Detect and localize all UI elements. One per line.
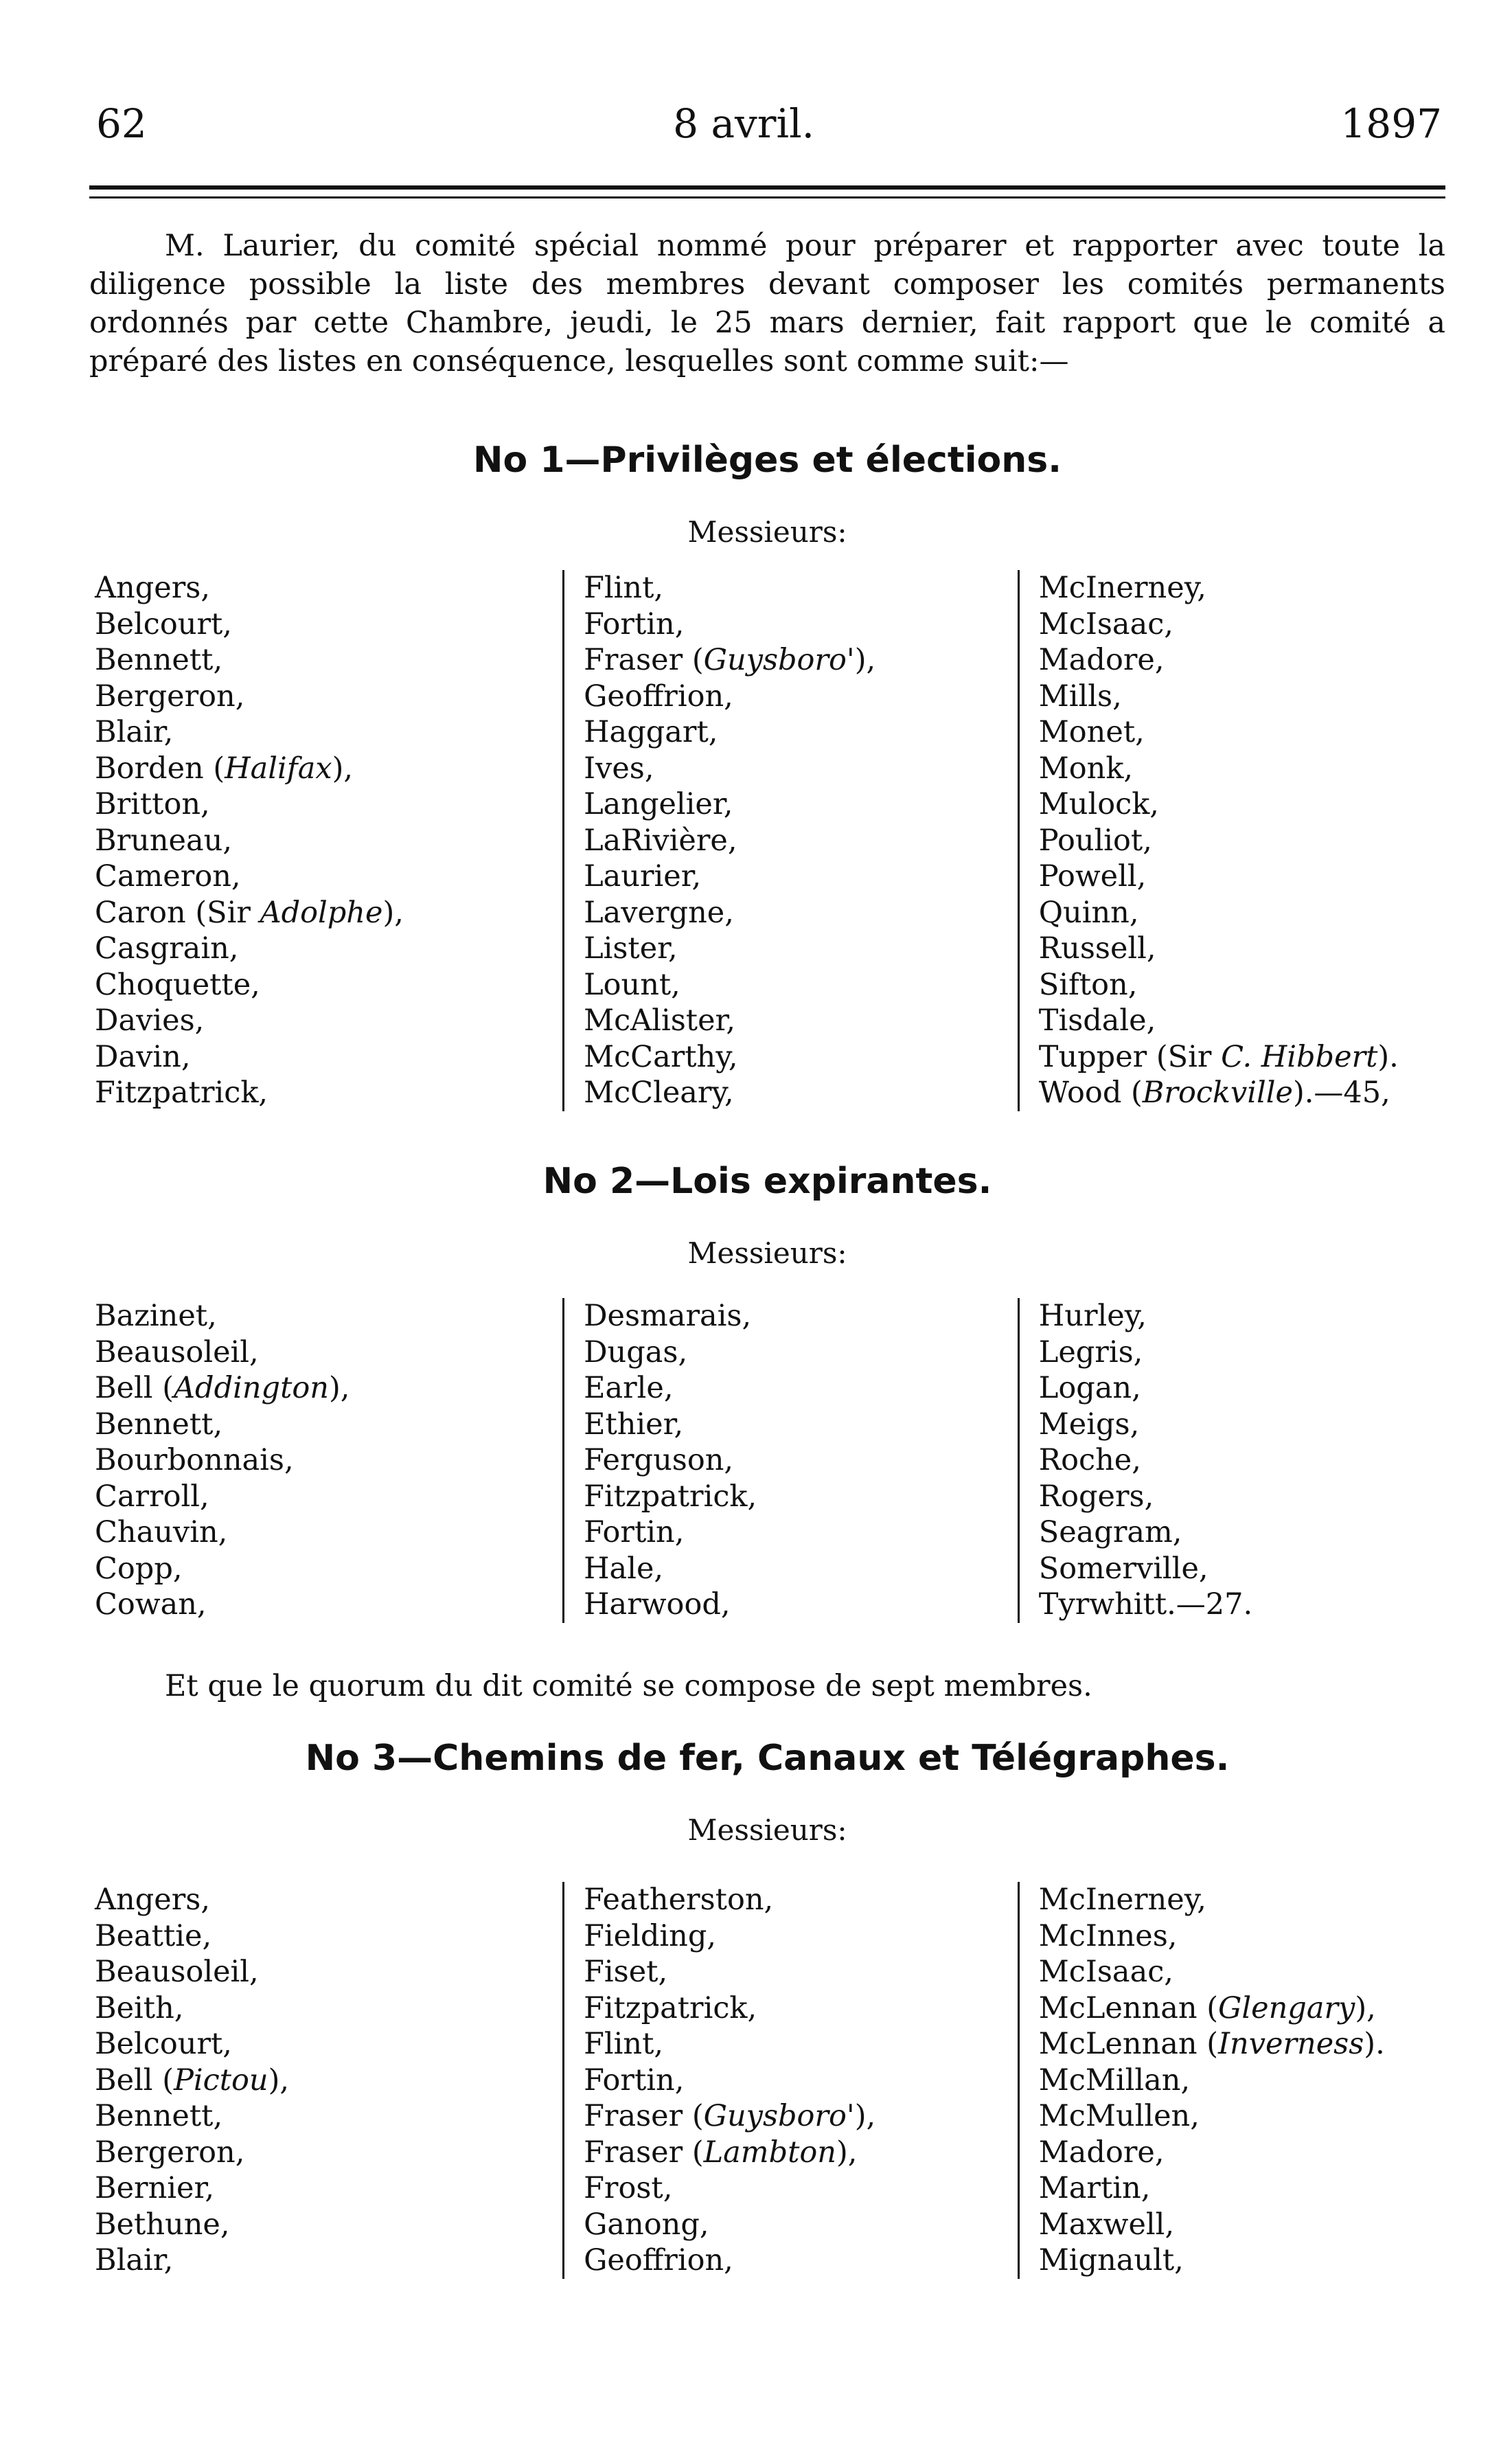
section-1-subtitle: Messieurs: [687, 515, 847, 549]
member-column [1018, 570, 1445, 1111]
member-name: Meigs, [1038, 1407, 1140, 1442]
member-name: Fitzpatrick, [584, 1479, 757, 1514]
thick-rule [89, 185, 1445, 190]
member-name: Caron (Sir Adolphe), [95, 895, 404, 930]
member-name: Russell, [1038, 931, 1156, 966]
member-name: McLennan (Glengary), [1038, 1990, 1376, 2025]
member-name: McLennan (Inverness). [1038, 2027, 1385, 2061]
section-1-title: No 1—Privilèges et élections. [472, 440, 1062, 481]
member-name: Fielding, [584, 1918, 717, 1953]
member-name: Angers, [95, 1883, 211, 1917]
member-name: Mills, [1038, 679, 1122, 714]
member-name: Blair, [95, 2243, 174, 2277]
member-name: Bell (Addington), [95, 1371, 350, 1405]
member-name: Somerville, [1038, 1551, 1209, 1586]
member-name: Bruneau, [95, 823, 232, 858]
member-name: Langelier, [584, 787, 733, 821]
member-name: Beausoleil, [95, 1334, 259, 1370]
member-name: Laurier, [584, 859, 702, 894]
member-column [562, 570, 1018, 1111]
member-name: Choquette, [95, 967, 260, 1002]
member-name: Bergeron, [95, 679, 245, 714]
member-column [562, 1882, 1018, 2279]
member-name: Chauvin, [95, 1515, 228, 1549]
member-name: Rogers, [1038, 1479, 1154, 1514]
member-name: Harwood, [584, 1587, 731, 1622]
member-name: Monk, [1038, 751, 1134, 786]
member-name: Britton, [95, 787, 210, 821]
member-name: Sifton, [1038, 967, 1138, 1002]
member-name: Geoffrion, [584, 2243, 733, 2277]
member-name: Bennett, [95, 643, 223, 677]
intro-text: M. Laurier, du comité spécial nommé pour préparer et rapporter avec toute la diligence possible la liste des membres devant composer les comités permanents ordonnés par cette Chambre, jeudi, le 25 mars dernier, fait rapport que le comité a préparé des listes en conséquence, lesquelles sont comme suit:— [89, 229, 1445, 378]
member-name: Fortin, [584, 2063, 685, 2098]
section-3-members [89, 1882, 1445, 2279]
member-name: Blair, [95, 715, 174, 749]
member-column [89, 570, 562, 1111]
member-name: Beattie, [95, 1918, 212, 1953]
member-name: Fiset, [584, 1955, 668, 1989]
member-name: McIsaac, [1038, 1955, 1173, 1989]
member-name: Angers, [95, 571, 211, 605]
member-name: McMullen, [1038, 2099, 1200, 2133]
member-name: Madore, [1038, 2135, 1165, 2170]
member-name: Legris, [1038, 1334, 1143, 1370]
member-name: Madore, [1038, 643, 1165, 677]
member-name: Flint, [584, 571, 664, 605]
member-name: Seagram, [1038, 1515, 1182, 1549]
member-name: Fortin, [584, 606, 685, 641]
member-name: Lister, [584, 931, 678, 966]
member-name: Bazinet, [95, 1299, 217, 1333]
member-name: Casgrain, [95, 931, 239, 966]
member-name: Lavergne, [584, 895, 734, 930]
member-name: Mignault, [1038, 2243, 1184, 2277]
member-name: Beith, [95, 1990, 184, 2025]
thin-rule [89, 196, 1445, 198]
member-name: Logan, [1038, 1371, 1141, 1405]
member-name: Tupper (Sir C. Hibbert). [1038, 1039, 1399, 1074]
member-column [1018, 1882, 1445, 2279]
member-name: Dugas, [584, 1334, 688, 1370]
member-name: McInnes, [1038, 1918, 1178, 1953]
header-rule [89, 185, 1445, 198]
section-2-subtitle: Messieurs: [687, 1236, 847, 1270]
member-name: Fortin, [584, 1515, 685, 1549]
member-name: Bergeron, [95, 2135, 245, 2170]
header-year: 1897 [1340, 100, 1442, 147]
member-name: McInerney, [1038, 571, 1206, 605]
section-1-members [89, 570, 1445, 1111]
member-name: Bennett, [95, 1407, 223, 1442]
member-name: Earle, [584, 1371, 674, 1405]
member-name: Bell (Pictou), [95, 2063, 290, 2098]
member-name: McIsaac, [1038, 606, 1173, 641]
quorum-note: Et que le quorum du dit comité se compose de sept membres. [165, 1669, 1092, 1703]
member-name: Borden (Halifax), [95, 751, 354, 786]
member-name: Roche, [1038, 1443, 1141, 1477]
section-2-title: No 2—Lois expirantes. [542, 1161, 992, 1202]
intro-paragraph [89, 227, 1445, 380]
member-name: Hale, [584, 1551, 664, 1586]
member-name: McCleary, [584, 1076, 734, 1110]
member-name: Fitzpatrick, [95, 1076, 268, 1110]
member-column [89, 1882, 562, 2279]
member-name: Pouliot, [1038, 823, 1152, 858]
member-name: Ferguson, [584, 1443, 734, 1477]
member-name: Wood (Brockville).—45, [1038, 1076, 1390, 1110]
member-column [562, 1298, 1018, 1623]
member-name: Carroll, [95, 1479, 209, 1514]
section-3-subtitle: Messieurs: [687, 1813, 847, 1847]
member-name: Desmarais, [584, 1299, 752, 1333]
member-name: Fraser (Guysboro'), [584, 643, 876, 677]
member-name: McAlister, [584, 1003, 736, 1038]
member-name: Bennett, [95, 2099, 223, 2133]
member-name: Lount, [584, 967, 680, 1002]
page-header [96, 96, 1442, 151]
page-number: 62 [96, 100, 147, 147]
member-name: Featherston, [584, 1883, 774, 1917]
member-name: McMillan, [1038, 2063, 1191, 2098]
member-name: Frost, [584, 2171, 673, 2205]
member-name: Haggart, [584, 715, 718, 749]
member-name: Cowan, [95, 1587, 207, 1622]
member-name: Ives, [584, 751, 654, 786]
member-name: Tisdale, [1038, 1003, 1156, 1038]
member-name: Bourbonnais, [95, 1443, 294, 1477]
member-name: Maxwell, [1038, 2207, 1175, 2242]
member-name: Monet, [1038, 715, 1145, 749]
member-name: Beausoleil, [95, 1955, 259, 1989]
member-name: Cameron, [95, 859, 241, 894]
member-name: Bethune, [95, 2207, 230, 2242]
member-name: Flint, [584, 2027, 664, 2061]
member-name: Geoffrion, [584, 679, 733, 714]
member-name: LaRivière, [584, 823, 737, 858]
member-name: Copp, [95, 1551, 183, 1586]
member-name: McInerney, [1038, 1883, 1206, 1917]
member-name: Mulock, [1038, 787, 1159, 821]
member-name: Hurley, [1038, 1299, 1147, 1333]
member-name: Belcourt, [95, 606, 232, 641]
member-name: McCarthy, [584, 1039, 738, 1074]
member-name: Fitzpatrick, [584, 1990, 757, 2025]
member-name: Fraser (Guysboro'), [584, 2099, 876, 2133]
member-name: Davies, [95, 1003, 205, 1038]
section-2-members [89, 1298, 1445, 1623]
member-name: Ganong, [584, 2207, 709, 2242]
section-3-title: No 3—Chemins de fer, Canaux et Télégraphes. [305, 1738, 1230, 1779]
member-column [89, 1298, 562, 1623]
member-column [1018, 1298, 1445, 1623]
member-name: Martin, [1038, 2171, 1151, 2205]
member-name: Davin, [95, 1039, 191, 1074]
member-name: Powell, [1038, 859, 1147, 894]
member-name: Fraser (Lambton), [584, 2135, 858, 2170]
member-name: Ethier, [584, 1407, 684, 1442]
header-date: 8 avril. [673, 100, 815, 147]
member-name: Bernier, [95, 2171, 214, 2205]
member-name: Tyrwhitt.—27. [1038, 1587, 1253, 1622]
member-name: Quinn, [1038, 895, 1139, 930]
member-name: Belcourt, [95, 2027, 232, 2061]
